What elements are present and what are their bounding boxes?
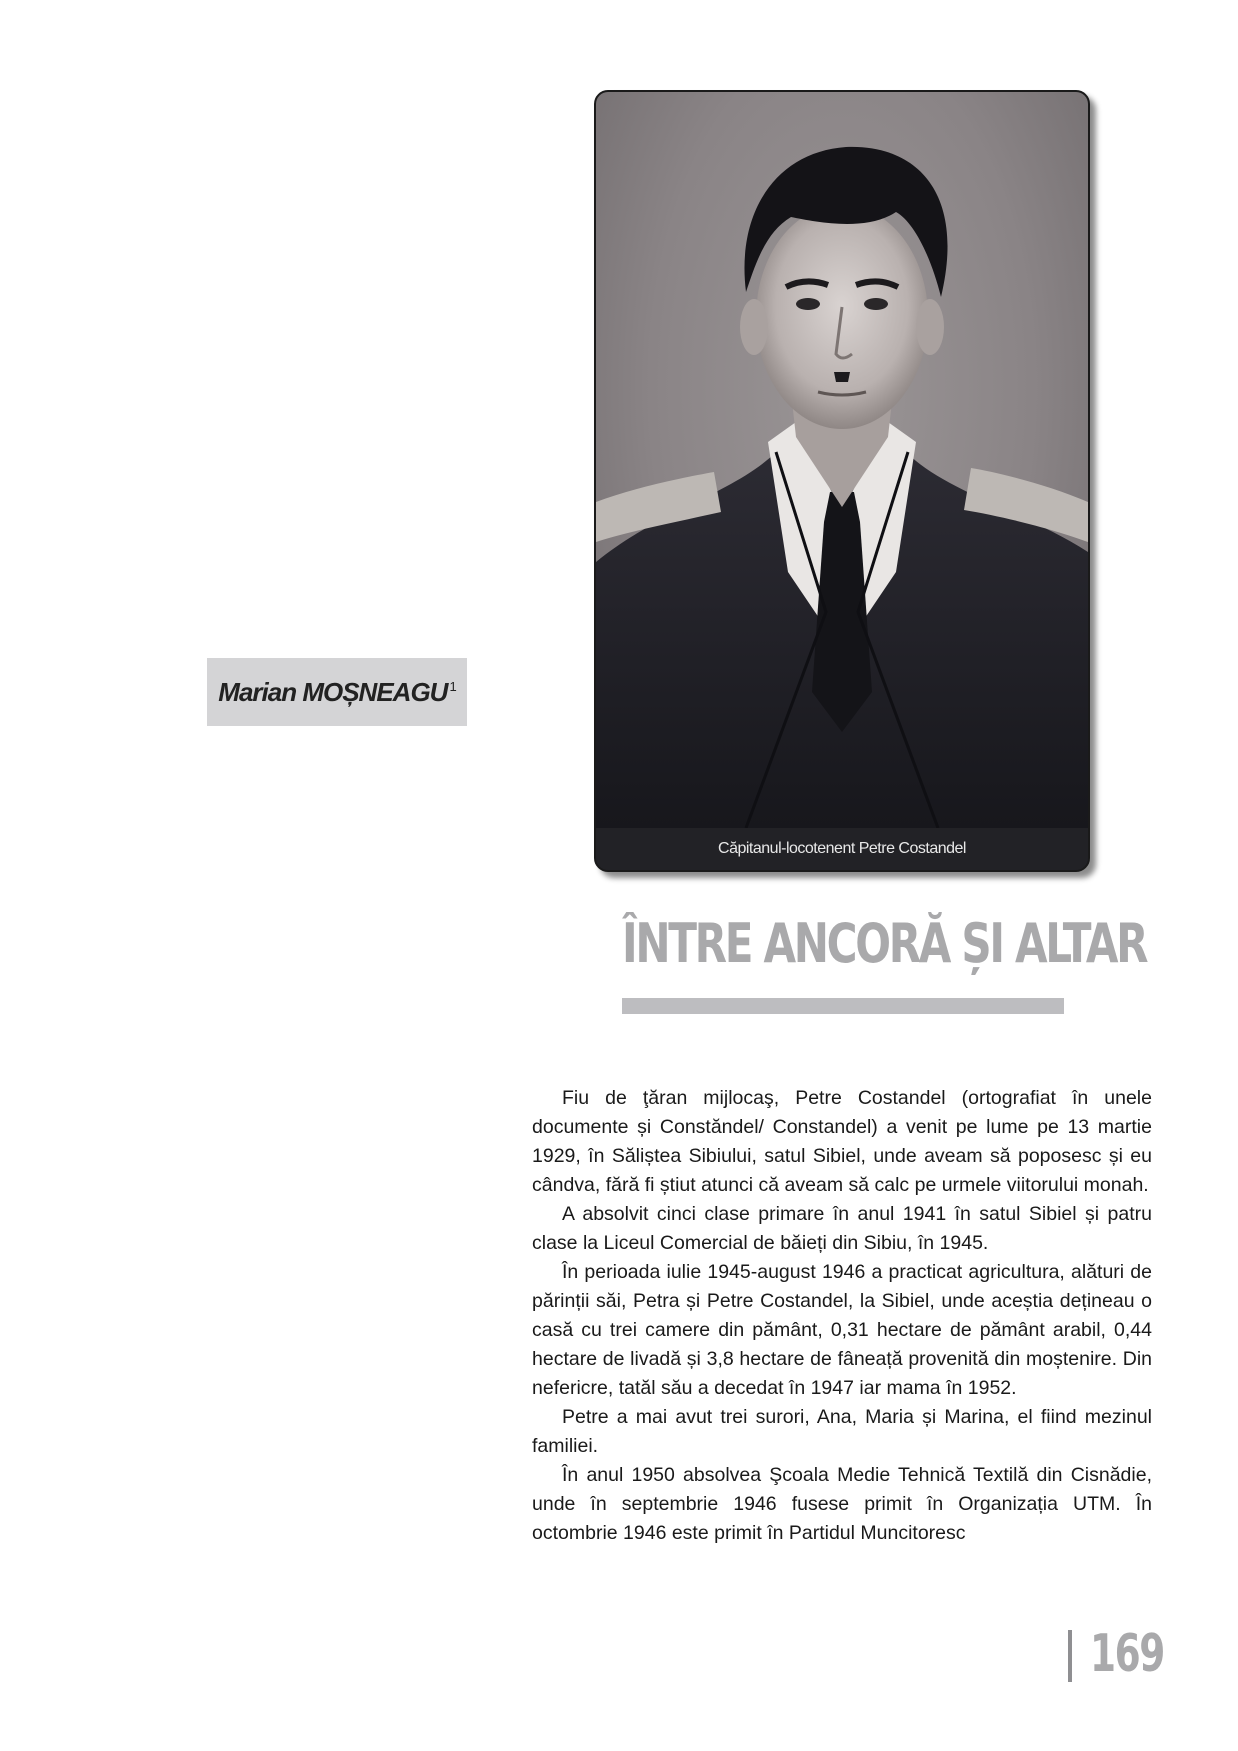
author-box [207, 658, 467, 726]
portrait-photo [596, 92, 1088, 828]
paragraph: În anul 1950 absolvea Şcoala Medie Tehnică Textilă din Cisnădie, unde în septembrie 1946 fusese primit în Organizația UTM. În octombrie 1946 este primit în Partidul Muncitoresc [532, 1464, 1152, 1544]
photo-caption: Căpitanul-locotenent Petre Costandel [718, 840, 966, 857]
paragraph: A absolvit cinci clase primare în anul 1941 în satul Sibiel și patru clase la Liceul Comercial de băieți din Sibiu, în 1945. [532, 1203, 1152, 1254]
page-number-divider [1068, 1630, 1072, 1682]
paragraph: Fiu de ţăran mijlocaş, Petre Costandel (ortografiat în unele documente și Constăndel/ Constandel) a venit pe lume pe 13 martie 1929, în Săliștea Sibiului, satul Sibiel, unde aveam să poposesc și eu cândva, fără fi știut atunci că aveam să calc pe urmele viitorului monah. [532, 1087, 1152, 1196]
paragraph: Petre a mai avut trei surori, Ana, Maria și Marina, el fiind mezinul familiei. [532, 1406, 1152, 1457]
photo-card [594, 90, 1090, 872]
article-title: ÎNTRE ANCORĂ ȘI ALTAR [622, 912, 1147, 975]
author-name: Marian MOȘNEAGU $^1$ [218, 676, 456, 707]
portrait-illustration [596, 92, 1088, 828]
photo-caption-bar [596, 828, 1088, 870]
paragraph: În perioada iulie 1945-august 1946 a practicat agricultura, alături de părinții săi, Petra și Petre Costandel, la Sibiel, unde aceștia dețineau o casă cu trei camere din pământ, 0,31 hectare de pământ arabil, 0,44 hectare de livadă și 3,8 hectare de fâneață provenită din moștenire. Din nefericre, tatăl său a decedat în 1947 iar mama în 1952. [532, 1261, 1152, 1399]
article-body [532, 1084, 1152, 1548]
page-number: 169 [1090, 1624, 1164, 1684]
footnote-mark[interactable]: 1 [449, 678, 456, 694]
title-underline [622, 998, 1064, 1014]
